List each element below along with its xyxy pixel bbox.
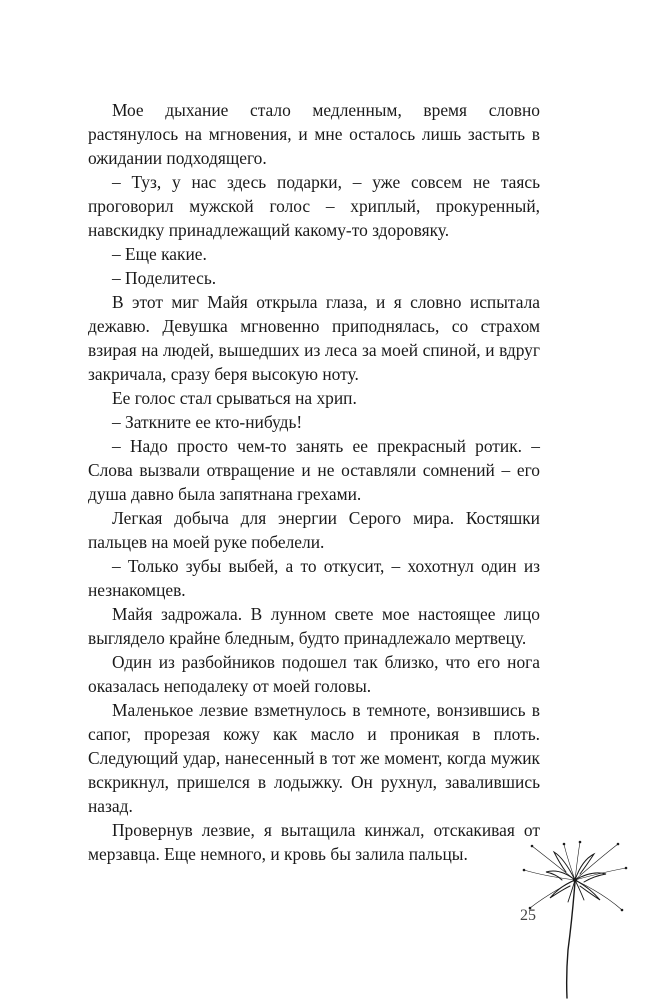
paragraph: В этот миг Майя открыла глаза, и я словно испытала дежавю. Девушка мгновенно приподнялась, со страхом взирая на людей, вышедших из леса за моей спиной, и вдруг закричала, сразу беря высокую ноту. [88, 292, 540, 384]
paragraph: – Только зубы выбей, а то откусит, – хохотнул один из незнакомцев. [88, 556, 540, 600]
page-number: 25 [520, 907, 536, 924]
paragraph: – Поделитесь. [112, 268, 217, 288]
paragraph: Майя задрожала. В лунном свете мое настоящее лицо выглядело крайне бледным, будто принадлежало мертвецу. [88, 604, 540, 648]
paragraph: – Еще какие. [112, 244, 207, 264]
paragraph: Провернув лезвие, я вытащила кинжал, отскакивая от мерзавца. Еще немного, и кровь бы залила пальцы. [88, 820, 540, 864]
paragraph: Маленькое лезвие взметнулось в темноте, вонзившись в сапог, прорезая кожу как масло и проникая в плоть. Следующий удар, нанесенный в тот же момент, когда мужик вскрикнул, пришелся в лодыжку. Он рухнул, завалившись назад. [88, 700, 540, 816]
paragraph: – Надо просто чем-то занять ее прекрасный ротик. – Слова вызвали отвращение и не оставляли сомнений – его душа давно была запятнана грехами. [88, 436, 540, 504]
paragraph: Легкая добыча для энергии Серого мира. Костяшки пальцев на моей руке побелели. [88, 508, 540, 552]
paragraph: – Туз, у нас здесь подарки, – уже совсем не таясь проговорил мужской голос – хриплый, прокуренный, навскидку принадлежащий какому-то здоровяку. [88, 172, 540, 240]
paragraph: Ее голос стал срываться на хрип. [112, 388, 357, 408]
paragraph: Мое дыхание стало медленным, время словно растянулось на мгновения, и мне осталось лишь застыть в ожидании подходящего. [88, 100, 540, 168]
paragraph: – Заткните ее кто-нибудь! [112, 412, 303, 432]
paragraph: Один из разбойников подошел так близко, что его нога оказалась неподалеку от моей головы. [88, 652, 540, 696]
body-text [88, 98, 540, 866]
